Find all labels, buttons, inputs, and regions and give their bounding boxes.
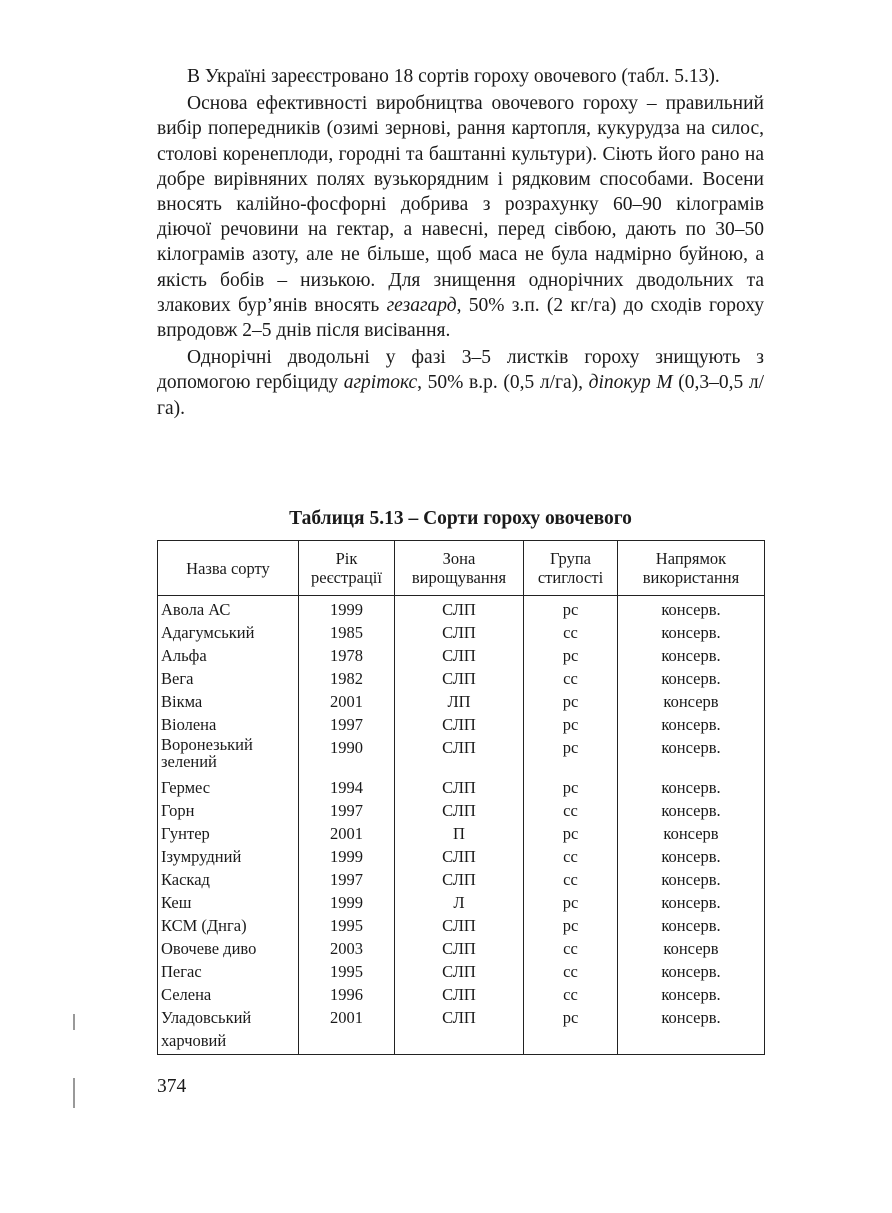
maturity-group-cell: сс xyxy=(524,845,618,868)
growing-zone-cell: СЛП xyxy=(395,937,524,960)
header-usage-direction: Напрямок використання xyxy=(618,541,765,596)
variety-name-cell: Горн xyxy=(158,799,299,822)
header-maturity-group: Група стиглості xyxy=(524,541,618,596)
registration-year-cell: 1990 xyxy=(299,736,395,776)
variety-name-cell: Овочеве диво xyxy=(158,937,299,960)
usage-direction-cell: консерв. xyxy=(618,596,765,622)
text-segment: , 50% з.п. (2 кг/га) до сходів гороху впродовж 2–5 днів після висівання. xyxy=(157,294,764,342)
variety-name-cell: Гунтер xyxy=(158,822,299,845)
registration-year-cell: 1997 xyxy=(299,799,395,822)
registration-year-cell: 2003 xyxy=(299,937,395,960)
usage-direction-cell: консерв. xyxy=(618,868,765,891)
usage-direction-cell: консерв xyxy=(618,690,765,713)
registration-year-cell: 2001 xyxy=(299,690,395,713)
table-title: Таблиця 5.13 – Сорти гороху овочевого xyxy=(289,508,632,529)
registration-year-cell: 2001 xyxy=(299,822,395,845)
header-growing-zone: Зона вирощування xyxy=(395,541,524,596)
registration-year-cell: 1978 xyxy=(299,644,395,667)
maturity-group-cell: рс xyxy=(524,1006,618,1055)
text-segment: В Україні зареєстровано 18 сортів гороху овочевого (табл. 5.13). xyxy=(187,66,720,87)
maturity-group-cell: сс xyxy=(524,621,618,644)
variety-name-cell: Авола АС xyxy=(158,596,299,622)
growing-zone-cell: СЛП xyxy=(395,596,524,622)
paragraph xyxy=(157,345,764,421)
growing-zone-cell: СЛП xyxy=(395,868,524,891)
variety-name-cell: Гермес xyxy=(158,776,299,799)
table-row xyxy=(158,667,765,690)
registration-year-cell: 1996 xyxy=(299,983,395,1006)
registration-year-cell: 1982 xyxy=(299,667,395,690)
margin-mark xyxy=(73,1078,75,1108)
maturity-group-cell: рс xyxy=(524,822,618,845)
growing-zone-cell: СЛП xyxy=(395,644,524,667)
variety-name-cell: Каскад xyxy=(158,868,299,891)
maturity-group-cell: сс xyxy=(524,868,618,891)
usage-direction-cell: консерв. xyxy=(618,736,765,776)
registration-year-cell: 1997 xyxy=(299,713,395,736)
registration-year-cell: 1995 xyxy=(299,960,395,983)
variety-name-cell: Вікма xyxy=(158,690,299,713)
maturity-group-cell: рс xyxy=(524,596,618,622)
variety-name-cell: Селена xyxy=(158,983,299,1006)
varieties-table xyxy=(157,540,765,1055)
growing-zone-cell: СЛП xyxy=(395,914,524,937)
usage-direction-cell: консерв. xyxy=(618,799,765,822)
growing-zone-cell: СЛП xyxy=(395,845,524,868)
maturity-group-cell: сс xyxy=(524,960,618,983)
variety-name-cell: Уладовський харчовий xyxy=(158,1006,299,1055)
registration-year-cell: 1997 xyxy=(299,868,395,891)
maturity-group-cell: сс xyxy=(524,983,618,1006)
italic-term: гезагард xyxy=(386,294,457,316)
maturity-group-cell: сс xyxy=(524,799,618,822)
table-row xyxy=(158,596,765,622)
variety-name-cell: Віолена xyxy=(158,713,299,736)
growing-zone-cell: ЛП xyxy=(395,690,524,713)
table-row xyxy=(158,713,765,736)
body-text xyxy=(157,64,764,421)
table-row xyxy=(158,736,765,776)
table-row xyxy=(158,799,765,822)
registration-year-cell: 1995 xyxy=(299,914,395,937)
maturity-group-cell: рс xyxy=(524,713,618,736)
maturity-group-cell: сс xyxy=(524,937,618,960)
page-number: 374 xyxy=(157,1076,187,1097)
usage-direction-cell: консерв. xyxy=(618,776,765,799)
header-registration-year: Рік реєстрації xyxy=(299,541,395,596)
maturity-group-cell: рс xyxy=(524,644,618,667)
growing-zone-cell: П xyxy=(395,822,524,845)
variety-name-cell: Кеш xyxy=(158,891,299,914)
growing-zone-cell: Л xyxy=(395,891,524,914)
maturity-group-cell: рс xyxy=(524,914,618,937)
usage-direction-cell: консерв. xyxy=(618,891,765,914)
table-row xyxy=(158,868,765,891)
growing-zone-cell: СЛП xyxy=(395,799,524,822)
usage-direction-cell: консерв xyxy=(618,937,765,960)
table-row xyxy=(158,960,765,983)
variety-name-cell: Адагумський xyxy=(158,621,299,644)
growing-zone-cell: СЛП xyxy=(395,736,524,776)
table-row xyxy=(158,822,765,845)
growing-zone-cell: СЛП xyxy=(395,667,524,690)
table-row xyxy=(158,845,765,868)
growing-zone-cell: СЛП xyxy=(395,1006,524,1055)
table-row xyxy=(158,690,765,713)
registration-year-cell: 1985 xyxy=(299,621,395,644)
registration-year-cell: 1999 xyxy=(299,596,395,622)
registration-year-cell: 1999 xyxy=(299,845,395,868)
usage-direction-cell: консерв. xyxy=(618,845,765,868)
text-segment: , 50% в.р. (0,5 л/га), xyxy=(417,372,589,394)
italic-term: агрітокс xyxy=(343,372,418,394)
table-row xyxy=(158,776,765,799)
header-variety-name: Назва сорту xyxy=(158,541,299,596)
usage-direction-cell: консерв. xyxy=(618,914,765,937)
text-segment: (0,3–0,5 л/га). xyxy=(157,372,764,419)
maturity-group-cell: сс xyxy=(524,667,618,690)
growing-zone-cell: СЛП xyxy=(395,713,524,736)
variety-name-cell: Воронезький зелений xyxy=(158,736,299,776)
table-row xyxy=(158,937,765,960)
growing-zone-cell: СЛП xyxy=(395,621,524,644)
text-segment: Основа ефективності виробництва овочевого гороху – правильний вибір попередників (озимі зернові, рання картопля, кукурудза на силос, столові коренеплоди, городні та баштанні культури). Сіють його рано на добре вирівняних полях вузькорядним і рядковим способами. Восени вносять калійно-фосфорні добрива з розрахунку 60–90 кілограмів діючої речовини на гектар, а навесні, перед сівбою, дають по 30–50 кілограмів азоту, але не більше, щоб маса не була надмірно буйною, а якість бобів – низькою. Для знищення однорічних дводольних та злакових бур’янів вносять xyxy=(157,93,764,316)
growing-zone-cell: СЛП xyxy=(395,983,524,1006)
table-row xyxy=(158,1006,765,1055)
usage-direction-cell: консерв. xyxy=(618,983,765,1006)
usage-direction-cell: консерв. xyxy=(618,1006,765,1055)
paragraph xyxy=(157,91,764,343)
margin-mark xyxy=(73,1014,75,1030)
variety-name-cell: Альфа xyxy=(158,644,299,667)
maturity-group-cell: рс xyxy=(524,690,618,713)
table-header-row xyxy=(158,541,765,596)
variety-name-cell: Пегас xyxy=(158,960,299,983)
maturity-group-cell: рс xyxy=(524,891,618,914)
table-row xyxy=(158,983,765,1006)
usage-direction-cell: консерв. xyxy=(618,621,765,644)
table-row xyxy=(158,621,765,644)
table-row xyxy=(158,914,765,937)
variety-name-cell: Ізумрудний xyxy=(158,845,299,868)
usage-direction-cell: консерв. xyxy=(618,667,765,690)
growing-zone-cell: СЛП xyxy=(395,960,524,983)
variety-name-cell: КСМ (Днга) xyxy=(158,914,299,937)
paragraph xyxy=(157,64,764,89)
registration-year-cell: 1999 xyxy=(299,891,395,914)
table-row xyxy=(158,644,765,667)
maturity-group-cell: рс xyxy=(524,736,618,776)
italic-term: діпокур М xyxy=(588,372,673,394)
usage-direction-cell: консерв. xyxy=(618,644,765,667)
registration-year-cell: 2001 xyxy=(299,1006,395,1055)
maturity-group-cell: рс xyxy=(524,776,618,799)
usage-direction-cell: консерв. xyxy=(618,960,765,983)
variety-name-cell: Вега xyxy=(158,667,299,690)
usage-direction-cell: консерв. xyxy=(618,713,765,736)
usage-direction-cell: консерв xyxy=(618,822,765,845)
text-segment: Однорічні дводольні у фазі 3–5 листків гороху знищують з допомогою гербіциду xyxy=(157,347,764,394)
registration-year-cell: 1994 xyxy=(299,776,395,799)
growing-zone-cell: СЛП xyxy=(395,776,524,799)
table-row xyxy=(158,891,765,914)
